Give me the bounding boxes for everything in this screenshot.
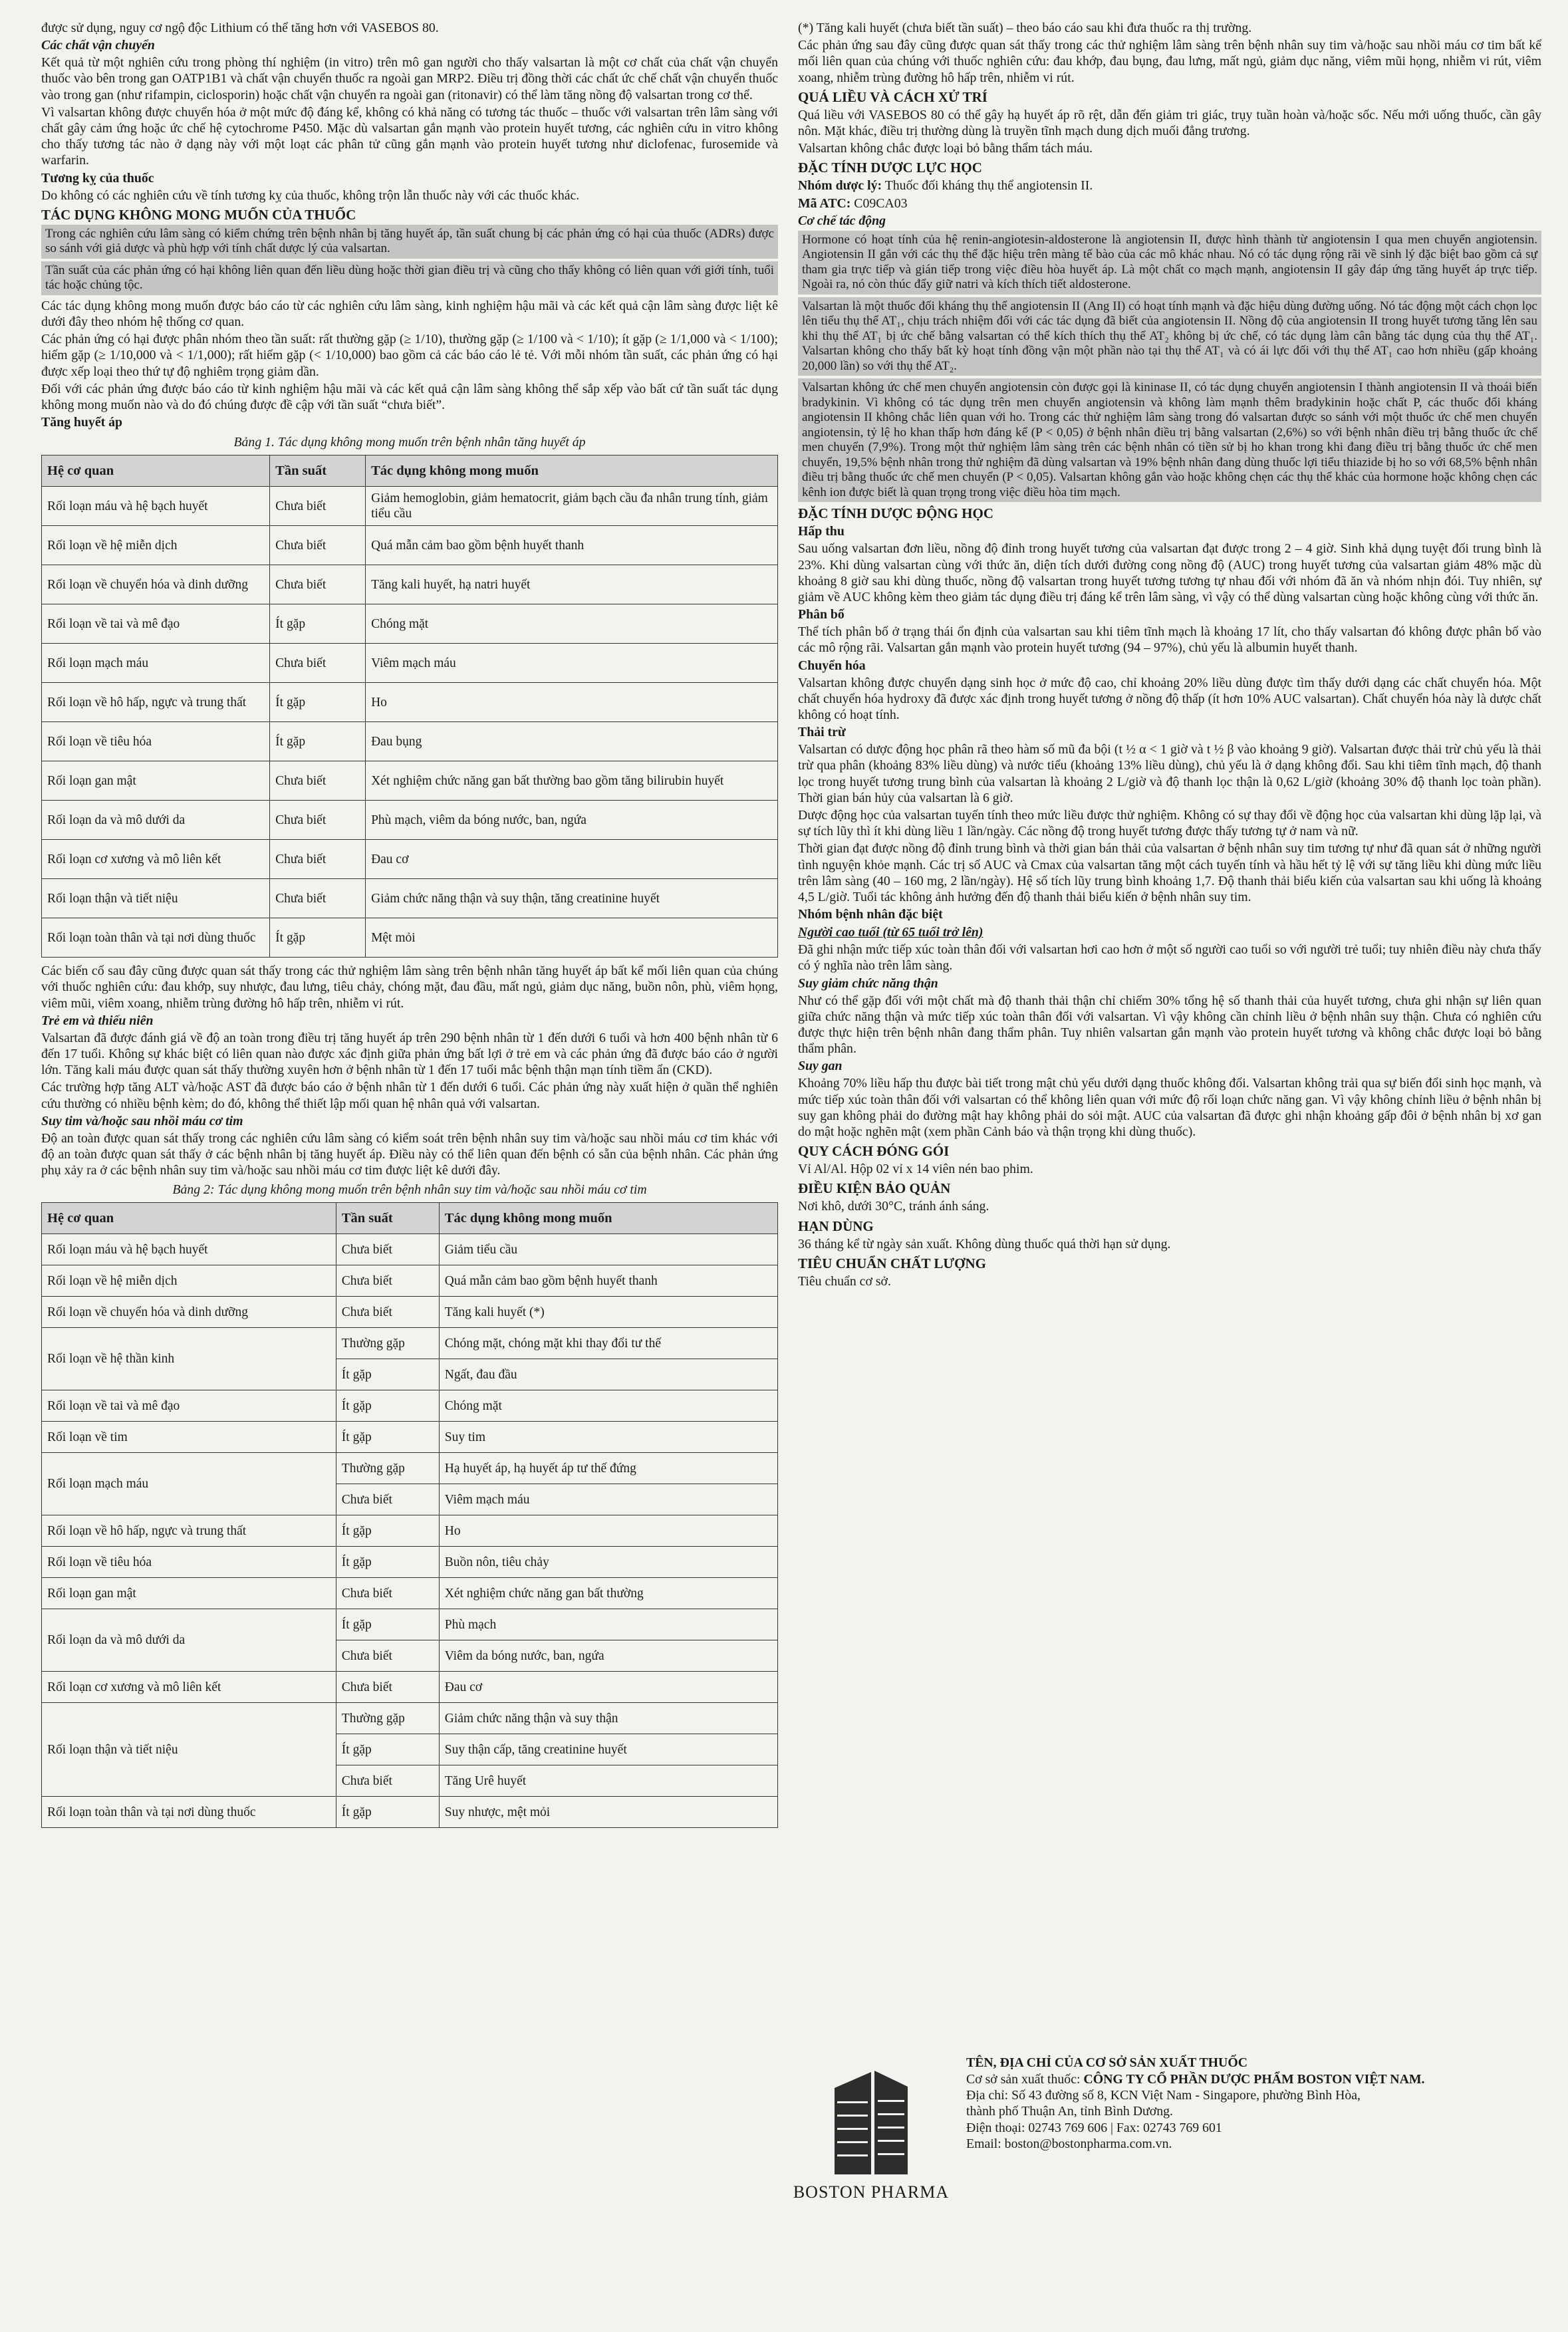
- left-column: [41, 20, 778, 1828]
- table-cell: Thường gặp: [336, 1453, 439, 1484]
- table-cell-organ: Rối loạn về hệ miễn dịch: [42, 1265, 336, 1297]
- table-row: [42, 487, 778, 526]
- table-cell: Ho: [439, 1515, 777, 1547]
- table-cell: Chưa biết: [336, 1297, 439, 1328]
- text-heart-failure: Độ an toàn được quan sát thấy trong các nghiên cứu lâm sàng có kiểm soát trên bệnh nhân suy tim và/hoặc sau nhồi máu cơ tim khác với độ an toàn được quan sát thấy ở các bệnh nhân bị tăng huyết áp. Điều này có thể liên quan đến bệnh có sẵn của bệnh nhân. Các phản ứng phụ xảy ra ở các bệnh nhân suy tim và/hoặc sau nhồi máu cơ tim được liệt kê dưới đây.: [41, 1130, 778, 1178]
- heading-elderly: Người cao tuổi (từ 65 tuổi trở lên): [798, 925, 983, 940]
- text-overdose: Quá liều với VASEBOS 80 có thể gây hạ huyết áp rõ rệt, dẫn đến giảm tri giác, trụy tuần hoàn và/hoặc sốc. Nếu mới uống thuốc, cần gây nôn. Mặt khác, điều trị thường dùng là truyền tĩnh mạch dung dịch muối đẳng trương.: [798, 107, 1541, 139]
- text-absorption: Sau uống valsartan đơn liều, nồng độ đỉnh trong huyết tương của valsartan đạt được trong 2 – 4 giờ. Sinh khả dụng tuyệt đối trung bình là 23%. Khi dùng valsartan cùng với thức ăn, diện tích dưới đường cong nồng độ (AUC) trong huyết tương của valsartan giảm 48% mặc dù khoảng 8 giờ sau khi dùng thuốc, nồng độ valsartan trong huyết tương tương tự nhau đối với nhóm đã ăn và nhóm nhịn đói. Tuy nhiên, sự giảm về AUC không kèm theo giảm tác dụng điều trị đáng kể trên lâm sàng, vì vậy có thể dùng valsartan cùng hoặc không cùng với thức ăn.: [798, 541, 1541, 604]
- table1-caption: Bảng 1. Tác dụng không mong muốn trên bệnh nhân tăng huyết áp: [233, 435, 586, 450]
- heading-hepatic: Suy gan: [798, 1059, 843, 1074]
- table-cell: Chưa biết: [270, 879, 366, 918]
- table-cell: Rối loạn gan mật: [42, 761, 270, 801]
- table-cell: Chưa biết: [270, 565, 366, 604]
- table-cell: Tăng kali huyết (*): [439, 1297, 777, 1328]
- text-expiry: 36 tháng kể từ ngày sản xuất. Không dùng thuốc quá thời hạn sử dụng.: [798, 1236, 1171, 1251]
- table-cell: Rối loạn mạch máu: [42, 644, 270, 683]
- table1-header-cell: Tần suất: [270, 455, 366, 487]
- table-cell: Rối loạn máu và hệ bạch huyết: [42, 487, 270, 526]
- atc-label: Mã ATC:: [798, 195, 851, 211]
- table1-header-cell: Hệ cơ quan: [42, 455, 270, 487]
- table-row: [42, 604, 778, 644]
- table-row: [42, 526, 778, 565]
- table-cell: Xét nghiệm chức năng gan bất thường: [439, 1578, 777, 1609]
- table-cell: Chưa biết: [336, 1578, 439, 1609]
- table-cell: Ít gặp: [336, 1515, 439, 1547]
- table-row: [42, 1578, 778, 1609]
- table-cell: Chưa biết: [336, 1234, 439, 1265]
- table-cell: Chóng mặt, chóng mặt khi thay đổi tư thế: [439, 1328, 777, 1359]
- text-frequency-groups: Các phản ứng có hại được phân nhóm theo tần suất: rất thường gặp (≥ 1/10), thường gặp (≥ 1/100 và < 1/10); ít gặp (≥ 1/1,000 và < 1/100); hiếm gặp (≥ 1/10,000 và < 1/1,000); rất hiếm gặp (< 1/10,000) bao gồm cả các báo cáo lẻ tẻ. Với mỗi nhóm tần suất, các phản ứng có hại được xếp loại theo thứ tự độ nghiêm trọng giảm dần.: [41, 332, 778, 379]
- table-cell: Ít gặp: [336, 1422, 439, 1453]
- text-hyperkalemia-note: (*) Tăng kali huyết (chưa biết tần suất) – theo báo cáo sau khi đưa thuốc ra thị trường.: [798, 21, 1252, 35]
- table1-body: [42, 487, 778, 958]
- group-label: Nhóm dược lý:: [798, 178, 882, 194]
- table-cell: Ít gặp: [336, 1359, 439, 1390]
- text-mechanism-valsartan: Valsartan là một thuốc đối kháng thụ thể angiotensin II (Ang II) có hoạt tính mạnh và đặc hiệu dùng đường uống. Nó tác động một cách chọn lọc lên tiểu thụ thể AT₁, chịu trách nhiệm đối với các tác dụng đã biết của angiotensin II. Nồng độ của angiotensin II trong huyết tương tăng lên sau khi thụ thể AT₁ bị ức chế bằng valsartan có thể kích thích thụ thể AT₂ không bị ức chế, có tác dụng làm cân bằng tác dụng của thụ thể AT₁. Valsartan không cho thấy bất kỳ hoạt tính đồng vận một phần nào tại thụ thể AT₁ và có ái lực đối với thụ thể AT₁ cao hơn nhiều (gấp khoảng 20,000 lần) so với thụ thể AT₂.: [798, 297, 1541, 376]
- table-cell: Chưa biết: [270, 487, 366, 526]
- table-cell: Giảm chức năng thận và suy thận: [439, 1703, 777, 1734]
- table-cell: Đau bụng: [366, 722, 778, 761]
- heading-expiry: HẠN DÙNG: [798, 1218, 874, 1234]
- table-cell: Chưa biết: [270, 644, 366, 683]
- heading-quality: TIÊU CHUẨN CHẤT LƯỢNG: [798, 1255, 986, 1271]
- manufacturer-name-line: [966, 2071, 1538, 2087]
- table-row: [42, 1515, 778, 1547]
- table-cell-organ: Rối loạn gan mật: [42, 1578, 336, 1609]
- table-cell: Suy thận cấp, tăng creatinine huyết: [439, 1734, 777, 1765]
- table-cell: Chóng mặt: [366, 604, 778, 644]
- text-adverse-frequency: Tần suất của các phản ứng có hại không liên quan đến liều dùng hoặc thời gian điều trị và cũng cho thấy không có liên quan với giới tính, tuổi tác hoặc chủng tộc.: [41, 261, 778, 295]
- table-row: [42, 1390, 778, 1422]
- table-cell: Ít gặp: [270, 722, 366, 761]
- table-row: [42, 879, 778, 918]
- text-metabolism: Valsartan không được chuyển dạng sinh học ở mức độ cao, chỉ khoảng 20% liều dùng được tìm thấy dưới dạng các chất chuyển hóa. Một chất chuyển hóa hydroxy đã được xác định trong huyết tương ở nồng độ thấp (ít hơn 10% AUC valsartan). Chất chuyển hóa này là dược chất không có hoạt tính.: [798, 675, 1541, 722]
- table-cell: Mệt mỏi: [366, 918, 778, 958]
- table-cell: Phù mạch: [439, 1609, 777, 1640]
- text-heart-failure-events: Các phản ứng sau đây cũng được quan sát thấy trong các thử nghiệm lâm sàng trên bệnh nhân suy tim và/hoặc sau nhồi máu cơ tim bất kể mối liên quan của chúng với thuốc nghiên cứu: đau khớp, đau bụng, đau lưng, mất ngủ, giảm dục năng, viêm mũi họng, nhiễm vi rút, viêm xoang, nhiễm trùng đường hô hấp trên, nhiễm vi rút.: [798, 38, 1541, 85]
- heading-children: Trẻ em và thiếu niên: [41, 1013, 154, 1028]
- table-row: [42, 761, 778, 801]
- table-cell-organ: Rối loạn về tim: [42, 1422, 336, 1453]
- table-cell: Tăng kali huyết, hạ natri huyết: [366, 565, 778, 604]
- table-cell: Phù mạch, viêm da bóng nước, ban, ngứa: [366, 801, 778, 840]
- text-postmarketing: Đối với các phản ứng được báo cáo từ kinh nghiệm hậu mãi và các kết quả cận lâm sàng không thể sắp xếp vào bất cứ tần suất tác dụng không mong muốn nào và do đó chúng được đề cập với tần suất “chưa biết”.: [41, 381, 778, 413]
- table-cell: Ít gặp: [336, 1734, 439, 1765]
- table-row: [42, 683, 778, 722]
- table2-body: [42, 1234, 778, 1828]
- table-cell: Suy nhược, mệt mỏi: [439, 1797, 777, 1828]
- text-linear-kinetics: Dược động học của valsartan tuyến tính theo mức liều được thử nghiệm. Không có sự thay đổi về động học của valsartan khi dùng lặp lại, và sự tích lũy thì ít khi dùng liều 1 lần/ngày. Các nồng độ trong huyết tương được thấy tương tự ở nam và nữ.: [798, 807, 1541, 839]
- table-cell: Quá mẫn cảm bao gồm bệnh huyết thanh: [366, 526, 778, 565]
- text-storage: Nơi khô, dưới 30°C, tránh ánh sáng.: [798, 1199, 989, 1214]
- text-packaging: Vỉ Al/Al. Hộp 02 vỉ x 14 viên nén bao phim.: [798, 1162, 1033, 1177]
- manufacturer-block: [781, 2055, 1539, 2228]
- table-cell: Chưa biết: [336, 1672, 439, 1703]
- table-cell: Ít gặp: [336, 1390, 439, 1422]
- heading-transporters: Các chất vận chuyển: [41, 38, 155, 53]
- table-cell: Ít gặp: [270, 604, 366, 644]
- table-row: [42, 1609, 778, 1640]
- table-row: [42, 1453, 778, 1484]
- table-cell: Rối loạn về chuyển hóa và dinh dưỡng: [42, 565, 270, 604]
- manufacturer-address: [966, 2055, 1538, 2152]
- table-cell: Đau cơ: [366, 840, 778, 879]
- text-pharmacologic-group: [798, 178, 1541, 194]
- text-distribution: Thể tích phân bố ở trạng thái ổn định của valsartan sau khi tiêm tĩnh mạch là khoảng 17 lít, cho thấy valsartan đó không được phân bố vào các mô rộng rãi. Valsartan gắn mạnh vào protein huyết tương (94 – 97%), chủ yếu là albumin huyết thanh.: [798, 624, 1541, 656]
- heading-pharmacodynamics: ĐẶC TÍNH DƯỢC LỰC HỌC: [798, 160, 982, 176]
- table-cell: Ít gặp: [336, 1797, 439, 1828]
- heading-pharmacokinetics: ĐẶC TÍNH DƯỢC ĐỘNG HỌC: [798, 505, 994, 522]
- text-incompatibility: Do không có các nghiên cứu về tính tương kỵ của thuốc, không trộn lẫn thuốc này với các thuốc khác.: [41, 188, 580, 203]
- table-cell: Ho: [366, 683, 778, 722]
- table-cell: Rối loạn toàn thân và tại nơi dùng thuốc: [42, 918, 270, 958]
- table-cell-organ: Rối loạn toàn thân và tại nơi dùng thuốc: [42, 1797, 336, 1828]
- table-cell-organ: Rối loạn cơ xương và mô liên kết: [42, 1672, 336, 1703]
- table-cell: Rối loạn cơ xương và mô liên kết: [42, 840, 270, 879]
- table-cell: Giảm tiểu cầu: [439, 1234, 777, 1265]
- table-cell: Chưa biết: [336, 1265, 439, 1297]
- text-children-alt-ast: Các trường hợp tăng ALT và/hoặc AST đã được báo cáo ở bệnh nhân từ 1 đến dưới 6 tuổi. Các phản ứng này xuất hiện ở quần thể nghiên cứu thường có nhiều bệnh kèm; do đó, không thể thiết lập mối quan hệ nhân quả với valsartan.: [41, 1080, 778, 1111]
- table-row: [42, 1672, 778, 1703]
- table-row: [42, 1703, 778, 1734]
- table-cell-organ: Rối loạn máu và hệ bạch huyết: [42, 1234, 336, 1265]
- text-mechanism-kininase: Valsartan không ức chế men chuyển angiotensin còn được gọi là kininase II, có tác dụng chuyển angiotensin I thành angiotensin II và thoái biến bradykinin. Vì không có tác dụng trên men chuyển angiotensin và không làm mạnh thêm bradykinin hoặc chất P, các thuốc đối kháng angiotensin II không chắc liên quan với ho. Trong các thử nghiệm lâm sàng trong đó valsartan được so sánh với một thuốc ức chế men chuyển angiotensin, tỷ lệ ho khan thấp hơn đáng kể (P < 0,05) ở bệnh nhân điều trị bằng valsartan (2,6%) so với bệnh nhân điều trị bằng thuốc ức chế men chuyển (7,9%). Trong một thử nghiệm lâm sàng trên các bệnh nhân có tiền sử bị ho khan trong khi đang điều trị bằng thuốc ức chế men chuyển, 19,5% bệnh nhân trong thử nghiệm đã dùng valsartan và 19% bệnh nhân đang dùng thuốc lợi tiểu thiazide bị ho so với 68,5% bệnh nhân điều trị bằng thuốc ức chế men chuyển (P < 0,05). Valsartan không gắn vào hoặc không chẹn các thụ thể khác của hormone hoặc không chẹn các kênh ion được biết là quan trọng trong việc điều hòa tim mạch.: [798, 378, 1541, 502]
- text-transporters: Kết quả từ một nghiên cứu trong phòng thí nghiệm (in vitro) trên mô gan người cho thấy valsartan là một cơ chất của chất vận chuyển thuốc vào bên trong gan OATP1B1 và chất vận chuyển thuốc ra ngoài gan MRP2. Điều trị đồng thời các chất ức chế chất vận chuyển thuốc vào trong gan (như rifampin, ciclosporin) hoặc chất vận chuyển ra ngoài gan (ritonavir) có thể làm tăng nồng độ valsartan trong cơ thể.: [41, 55, 778, 102]
- table2-header-cell: Hệ cơ quan: [42, 1203, 336, 1234]
- table-cell: Chưa biết: [336, 1765, 439, 1797]
- table-row: [42, 801, 778, 840]
- text-atc-code: [798, 195, 1541, 211]
- table-cell: Rối loạn về hô hấp, ngực và trung thất: [42, 683, 270, 722]
- table-cell: Suy tim: [439, 1422, 777, 1453]
- manufacturer-address-line1: Địa chỉ: Số 43 đường số 8, KCN Việt Nam - Singapore, phường Bình Hòa,: [966, 2088, 1361, 2103]
- logo-text: BOSTON PHARMA: [793, 2182, 950, 2202]
- table-row: [42, 840, 778, 879]
- table-cell: Buồn nôn, tiêu chảy: [439, 1547, 777, 1578]
- table-row: [42, 644, 778, 683]
- table2-header-row: [42, 1203, 778, 1234]
- table-cell-organ: Rối loạn mạch máu: [42, 1453, 336, 1515]
- heading-heart-failure: Suy tim và/hoặc sau nhồi máu cơ tim: [41, 1113, 243, 1128]
- table-cell: Thường gặp: [336, 1703, 439, 1734]
- heading-overdose: QUÁ LIỀU VÀ CÁCH XỬ TRÍ: [798, 88, 987, 105]
- manufacturer-heading: TÊN, ĐỊA CHỈ CỦA CƠ SỞ SẢN XUẤT THUỐC: [966, 2055, 1247, 2070]
- text-hypertension-events: Các biến cố sau đây cũng được quan sát thấy trong các thử nghiệm lâm sàng trên bệnh nhân tăng huyết áp bất kể mối liên quan của chúng với thuốc nghiên cứu: đau khớp, suy nhược, đau lưng, tiêu chảy, chóng mặt, đau đầu, mất ngủ, giảm dục năng, buồn nôn, phù, viêm họng, viêm mũi, viêm xoang, nhiễm trùng đường hô hấp trên, nhiễm vi rút.: [41, 964, 778, 1011]
- table-cell: Chưa biết: [270, 840, 366, 879]
- table1-header-cell: Tác dụng không mong muốn: [366, 455, 778, 487]
- table-cell-organ: Rối loạn thận và tiết niệu: [42, 1703, 336, 1797]
- heading-special-populations: Nhóm bệnh nhân đặc biệt: [798, 907, 943, 922]
- table-cell-organ: Rối loạn về hô hấp, ngực và trung thất: [42, 1515, 336, 1547]
- heading-elimination: Thải trừ: [798, 725, 846, 740]
- text-adverse-sources: Các tác dụng không mong muốn được báo cáo từ các nghiên cứu lâm sàng, kinh nghiệm hậu mãi và các kết quả cận lâm sàng được liệt kê dưới đây theo nhóm hệ thống cơ quan.: [41, 298, 778, 330]
- table-cell: Rối loạn thận và tiết niệu: [42, 879, 270, 918]
- table-cell: Quá mẫn cảm bao gồm bệnh huyết thanh: [439, 1265, 777, 1297]
- text-renal: Như có thể gặp đối với một chất mà độ thanh thải thận chỉ chiếm 30% tổng hệ số thanh thải của huyết tương, chưa ghi nhận sự liên quan giữa chức năng thận và mức tiếp xúc toàn thân đối với valsartan. Vì vậy không cần chỉnh liều ở bệnh nhân suy thận. Chưa có nghiên cứu được thực hiện trên bệnh nhân đang thẩm phân. Tuy nhiên valsartan gắn mạnh vào protein huyết tương và không chắc được loại bỏ bằng thẩm phân.: [798, 993, 1541, 1057]
- heading-absorption: Hấp thu: [798, 524, 845, 539]
- text-lithium: được sử dụng, nguy cơ ngộ độc Lithium có thể tăng hơn với VASEBOS 80.: [41, 21, 439, 35]
- boston-pharma-logo: [781, 2068, 961, 2201]
- text-hemodialysis: Valsartan không chắc được loại bỏ bằng thẩm tách máu.: [798, 141, 1093, 156]
- table-row: [42, 1422, 778, 1453]
- heading-hypertension: Tăng huyết áp: [41, 415, 123, 430]
- text-elimination: Valsartan có dược động học phân rã theo hàm số mũ đa bội (t ½ α < 1 giờ và t ½ β vào khoảng 9 giờ). Valsartan được thải trừ chủ yếu là thải trừ qua phân (khoảng 83% liều dùng) và nước tiểu (khoảng 13% liều dùng), chủ yếu là ở dạng không đổi. Sau khi tiêm tĩnh mạch, độ thanh lọc trong huyết tương trung bình của valsartan là khoảng 2 L/giờ và độ thanh lọc thận là 0,62 L/giờ (khoảng 30% độ thanh lọc toàn phần). Thời gian bán hủy của valsartan là 6 giờ.: [798, 742, 1541, 805]
- table-cell: Rối loạn về tai và mê đạo: [42, 604, 270, 644]
- boston-building-icon: [781, 2068, 961, 2181]
- manufacturer-name-label: Cơ sở sản xuất thuốc:: [966, 2072, 1084, 2087]
- table-cell: Chóng mặt: [439, 1390, 777, 1422]
- table-cell-organ: Rối loạn về chuyển hóa và dinh dưỡng: [42, 1297, 336, 1328]
- table-cell: Rối loạn về tiêu hóa: [42, 722, 270, 761]
- manufacturer-phone: Điện thoại: 02743 769 606 | Fax: 02743 769 601: [966, 2120, 1222, 2135]
- table-cell: Ít gặp: [336, 1547, 439, 1578]
- table-cell: Chưa biết: [270, 526, 366, 565]
- table-row: [42, 1797, 778, 1828]
- table-heart-failure-adverse: [41, 1202, 778, 1828]
- table-cell: Viêm mạch máu: [366, 644, 778, 683]
- manufacturer-email: Email: boston@bostonpharma.com.vn.: [966, 2136, 1172, 2151]
- right-column: [798, 20, 1541, 1291]
- table-cell: Xét nghiệm chức năng gan bất thường bao gồm tăng bilirubin huyết: [366, 761, 778, 801]
- table-cell: Rối loạn về hệ miễn dịch: [42, 526, 270, 565]
- table-row: [42, 918, 778, 958]
- table-cell-organ: Rối loạn da và mô dưới da: [42, 1609, 336, 1672]
- text-quality: Tiêu chuẩn cơ sở.: [798, 1273, 891, 1289]
- table-row: [42, 722, 778, 761]
- table-cell-organ: Rối loạn về hệ thần kinh: [42, 1328, 336, 1390]
- heading-storage: ĐIỀU KIỆN BẢO QUẢN: [798, 1180, 951, 1197]
- table-cell: Tăng Urê huyết: [439, 1765, 777, 1797]
- text-elderly: Đã ghi nhận mức tiếp xúc toàn thân đối với valsartan hơi cao hơn ở một số người cao tuổi so với người trẻ tuổi; tuy nhiên điều này chưa thấy có ý nghĩa nào trên lâm sàng.: [798, 942, 1541, 973]
- table-cell: Chưa biết: [270, 761, 366, 801]
- table-row: [42, 1234, 778, 1265]
- table-cell: Ít gặp: [270, 918, 366, 958]
- text-hepatic: Khoảng 70% liều hấp thu được bài tiết trong mật chủ yếu dưới dạng thuốc không đổi. Valsartan không trải qua sự biến đổi sinh học mạnh, và mức tiếp xúc toàn thân đối với valsartan có thể không liên quan với mức độ rối loạn chức năng gan. Vì vậy không chỉnh liều ở bệnh nhân bị suy gan không phải do đường mật hay không phải do sỏi mật. AUC của valsartan đã được ghi nhận khoảng gấp đôi ở bệnh nhân bị xơ gan do mật hoặc nghẽn mật (xem phần Cảnh báo và thận trọng khi dùng thuốc).: [798, 1076, 1541, 1140]
- text-children-safety: Valsartan đã được đánh giá về độ an toàn trong điều trị tăng huyết áp trên 290 bệnh nhân từ 1 đến dưới 6 tuổi và hơn 400 bệnh nhân từ 6 đến 17 tuổi. Không sự khác biệt có liên quan nào được xác định giữa phản ứng bất lợi ở trẻ em và các phản ứng đã được báo cáo ở người lớn. Tăng kali máu được quan sát thấy thường xuyên hơn ở bệnh nhân từ 1 đến 17 tuổi mắc bệnh thận mạn tính tiềm ẩn (CKD).: [41, 1030, 778, 1078]
- table-cell: Chưa biết: [336, 1484, 439, 1515]
- table-row: [42, 1265, 778, 1297]
- table-cell: Thường gặp: [336, 1328, 439, 1359]
- heading-metabolism: Chuyển hóa: [798, 658, 866, 673]
- table-row: [42, 1297, 778, 1328]
- table-cell: Hạ huyết áp, hạ huyết áp tư thế đứng: [439, 1453, 777, 1484]
- atc-value: C09CA03: [850, 195, 908, 211]
- table-row: [42, 1547, 778, 1578]
- table1-header-row: [42, 455, 778, 487]
- table-cell: Viêm mạch máu: [439, 1484, 777, 1515]
- table-cell-organ: Rối loạn về tai và mê đạo: [42, 1390, 336, 1422]
- table-row: [42, 1328, 778, 1359]
- table-cell: Ngất, đau đầu: [439, 1359, 777, 1390]
- table-cell: Ít gặp: [270, 683, 366, 722]
- heading-packaging: QUY CÁCH ĐÓNG GÓI: [798, 1143, 950, 1160]
- table-hypertension-adverse: [41, 455, 778, 958]
- table-cell: Giảm hemoglobin, giảm hematocrit, giảm bạch cầu đa nhân trung tính, giảm tiểu cầu: [366, 487, 778, 526]
- group-value: Thuốc đối kháng thụ thể angiotensin II.: [882, 178, 1093, 194]
- heading-adverse-effects: TÁC DỤNG KHÔNG MONG MUỐN CỦA THUỐC: [41, 206, 356, 223]
- table-cell: Chưa biết: [270, 801, 366, 840]
- text-cyp450: Vì valsartan không được chuyển hóa ở một mức độ đáng kể, không có khả năng có tương tác thuốc – thuốc với valsartan trên lâm sàng với chất gây cảm ứng hoặc ức chế hệ cytochrome P450. Mặc dù valsartan gắn mạnh vào protein huyết tương, các nghiên cứu in vitro không cho thấy tương tác nào ở dạng này với một loạt các phân tử cũng gắn mạnh vào protein huyết tương như diclofenac, furosemide và warfarin.: [41, 104, 778, 168]
- text-heart-failure-kinetics: Thời gian đạt được nồng độ đỉnh trung bình và thời gian bán thải của valsartan ở bệnh nhân suy tim tương tự như đã quan sát ở những người tình nguyện khỏe mạnh. Các trị số AUC và Cmax của valsartan tăng một cách tuyến tính và hầu hết tỷ lệ với sự tăng liều khi dùng mức liều trên lâm sàng (40 – 160 mg, 2 lần/ngày). Hệ số tích lũy trung bình khoảng 1,7. Độ thanh thải biểu kiến của valsartan sau khi uống là khoảng 4,5 L/giờ. Tuổi tác không ảnh hưởng đến độ thanh thải biểu kiến ở bệnh nhân suy tim.: [798, 841, 1541, 904]
- table-row: [42, 565, 778, 604]
- manufacturer-name: CÔNG TY CỔ PHẦN DƯỢC PHẨM BOSTON VIỆT NAM.: [1083, 2072, 1425, 2087]
- heading-distribution: Phân bố: [798, 607, 845, 622]
- table-cell: Giảm chức năng thận và suy thận, tăng creatinine huyết: [366, 879, 778, 918]
- heading-mechanism: Cơ chế tác động: [798, 213, 886, 228]
- table2-header-cell: Tác dụng không mong muốn: [439, 1203, 777, 1234]
- table-cell: Đau cơ: [439, 1672, 777, 1703]
- table-cell: Viêm da bóng nước, ban, ngứa: [439, 1640, 777, 1672]
- manufacturer-address-line2: thành phố Thuận An, tỉnh Bình Dương.: [966, 2104, 1173, 2119]
- table2-caption: Bảng 2: Tác dụng không mong muốn trên bệnh nhân suy tim và/hoặc sau nhồi máu cơ tim: [172, 1182, 647, 1198]
- text-adverse-trials: Trong các nghiên cứu lâm sàng có kiểm chứng trên bệnh nhân bị tăng huyết áp, tần suất chung bị các phản ứng có hại của thuốc (ADRs) được so sánh với giả dược và phù hợp với tính chất dược lý của valsartan.: [41, 225, 778, 259]
- table-cell: Chưa biết: [336, 1640, 439, 1672]
- table-cell: Rối loạn da và mô dưới da: [42, 801, 270, 840]
- heading-incompatibility: Tương kỵ của thuốc: [41, 170, 154, 186]
- table-cell: Ít gặp: [336, 1609, 439, 1640]
- table2-header-cell: Tần suất: [336, 1203, 439, 1234]
- heading-renal: Suy giảm chức năng thận: [798, 975, 938, 991]
- text-mechanism-hormone: Hormone có hoạt tính của hệ renin-angiotesin-aldosterone là angiotensin II, được hình thành từ angiotensin I qua men chuyển angiotensin. Angiotensin II gắn với các thụ thể đặc hiệu trên màng tế bào của các mô khác nhau. Nó có tác dụng rộng rãi về sinh lý đặc biệt bao gồm cả sự tham gia trực tiếp và gián tiếp trong việc điều hòa huyết áp. Là một chất co mạch mạnh, angiotensin II gây đáp ứng tăng huyết áp trực tiếp. Ngoài ra, nó còn thúc đẩy giữ natri và kích thích tiết aldosterone.: [798, 231, 1541, 295]
- table-cell-organ: Rối loạn về tiêu hóa: [42, 1547, 336, 1578]
